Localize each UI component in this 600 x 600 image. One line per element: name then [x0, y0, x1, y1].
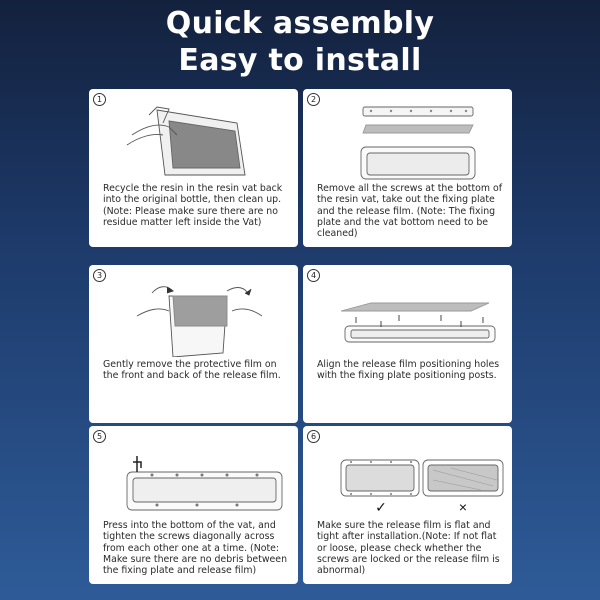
step-number-4: 4 [307, 269, 320, 282]
illustration-pour-resin [97, 95, 290, 181]
step-card-1 [89, 89, 298, 247]
step-card-2 [303, 89, 512, 247]
step-number-6: 6 [307, 430, 320, 443]
illustration-peel-film [97, 271, 290, 357]
illustration-disassemble-vat [311, 95, 504, 181]
illustration-check-film [311, 432, 504, 518]
step-card-5 [89, 426, 298, 584]
illustration-align-film [311, 271, 504, 357]
step-text-5: Press into the bottom of the vat, and tighten the screws diagonally across from each other one at a time. (Note: Make sure there are no debris between the fixing plate and release film) [103, 520, 288, 577]
page-title-line-2: Easy to install [178, 43, 422, 78]
step-card-3 [89, 265, 298, 423]
step-number-5: 5 [93, 430, 106, 443]
step-text-4: Align the release film positioning holes with the fixing plate positioning posts. [317, 359, 500, 382]
illustration-tighten-screws [97, 432, 290, 518]
step-card-6 [303, 426, 512, 584]
step-card-4 [303, 265, 512, 423]
step-text-1: Recycle the resin in the resin vat back into the original bottle, then clean up. (Note: Please make sure there are no residue matter left inside the Vat) [103, 183, 283, 228]
step-text-3: Gently remove the protective film on the front and back of the release film. [103, 359, 281, 382]
step-number-1: 1 [93, 93, 106, 106]
step-text-6: Make sure the release film is flat and tight after installation.(Note: If not flat or loose, please check whether the screws are locked or the release film is abnormal) [317, 520, 500, 577]
step-number-2: 2 [307, 93, 320, 106]
step-text-2: Remove all the screws at the bottom of the resin vat, take out the fixing plate and the release film. (Note: The fixing plate and the vat bottom need to be cleaned) [317, 183, 502, 240]
page-title-line-1: Quick assembly [165, 6, 435, 41]
step-number-3: 3 [93, 269, 106, 282]
correct-check-icon: ✓ [375, 499, 387, 515]
wrong-x-icon: × [458, 499, 468, 515]
